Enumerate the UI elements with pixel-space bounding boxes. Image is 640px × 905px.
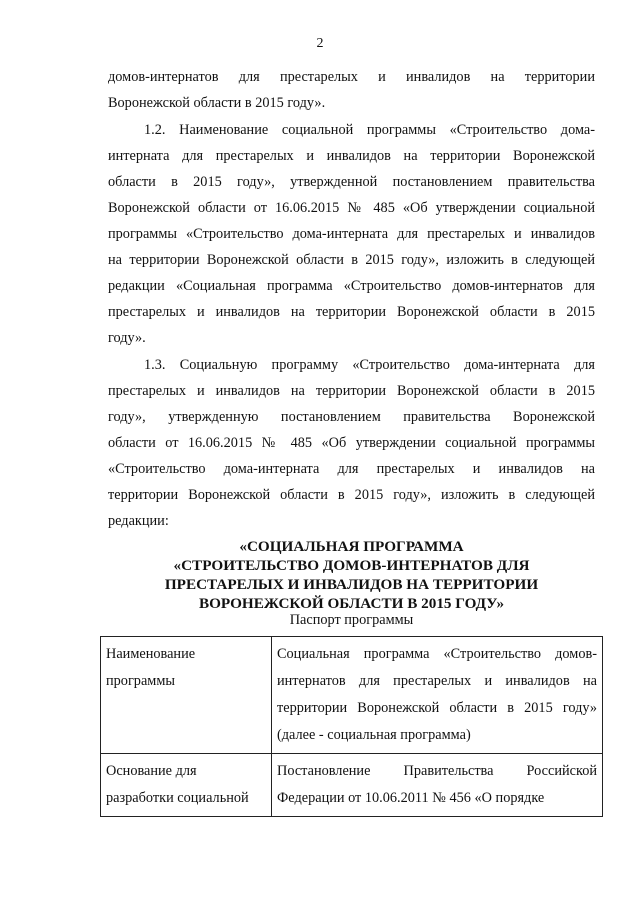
paragraph-line: области в 2015 году», утвержденной постановлением правительства xyxy=(108,174,595,190)
table-cell-value xyxy=(272,754,603,817)
paragraph-line: Воронежской области от 16.06.2015 № 485 «Об утверждении социальной xyxy=(108,200,595,216)
paragraph-line: территории Воронежской области в 2015 году», изложить в следующей xyxy=(108,487,595,503)
paragraph-1 xyxy=(108,64,595,116)
paragraph-line: программы «Строительство дома-интерната для престарелых и инвалидов xyxy=(108,226,595,242)
cell-line: разработки социальной xyxy=(106,790,249,806)
paragraph-line: редакции «Социальная программа «Строительство домов-интернатов для xyxy=(108,278,595,294)
cell-line: Наименование xyxy=(106,646,196,662)
cell-line: Федерации от 10.06.2011 № 456 «О порядке xyxy=(277,790,545,806)
table-cell-label xyxy=(101,637,272,754)
passport-table xyxy=(100,636,603,817)
paragraph-1-3 xyxy=(108,352,595,534)
cell-line: территории Воронежской области в 2015 году» xyxy=(277,700,597,716)
paragraph-line: интерната для престарелых и инвалидов на территории Воронежской xyxy=(108,148,595,164)
cell-line: программы xyxy=(106,673,176,689)
page-number: 2 xyxy=(316,36,324,51)
passport-subtitle: Паспорт программы xyxy=(289,612,414,628)
word: для xyxy=(238,69,260,85)
word: и xyxy=(378,69,386,85)
paragraph-line: престарелых и инвалидов на территории Воронежской области в 2015 xyxy=(108,304,595,320)
cell-line: (далее - социальная программа) xyxy=(277,727,471,743)
table-cell-value xyxy=(272,637,603,754)
title-line: ВОРОНЕЖСКОЙ ОБЛАСТИ В 2015 ГОДУ» xyxy=(198,595,505,612)
word: территории xyxy=(524,69,595,85)
paragraph-line: году». xyxy=(108,330,146,346)
table-cell-label xyxy=(101,754,272,817)
title-line: «СТРОИТЕЛЬСТВО ДОМОВ-ИНТЕРНАТОВ ДЛЯ xyxy=(173,557,530,574)
paragraph-line: году», утвержденную постановлением правительства Воронежской xyxy=(108,409,595,425)
cell-line: Постановление Правительства Российской xyxy=(277,763,597,779)
paragraph-1-2 xyxy=(108,117,595,351)
paragraph-line: престарелых и инвалидов на территории Воронежской области в 2015 xyxy=(108,383,595,399)
paragraph-1-line-1 xyxy=(108,64,595,90)
word: престарелых xyxy=(279,69,358,85)
cell-line: Социальная программа «Строительство домов- xyxy=(277,646,597,662)
title-line: ПРЕСТАРЕЛЫХ И ИНВАЛИДОВ НА ТЕРРИТОРИИ xyxy=(164,576,539,593)
paragraph-1-line-2: Воронежской области в 2015 году». xyxy=(108,95,326,111)
paragraph-line: «Строительство дома-интерната для престарелых и инвалидов на xyxy=(108,461,595,477)
cell-line: интернатов для престарелых и инвалидов на xyxy=(277,673,597,689)
paragraph-line: 1.3. Социальную программу «Строительство дома-интерната для xyxy=(144,357,595,373)
word: домов-интернатов xyxy=(108,69,219,85)
program-title xyxy=(108,537,595,613)
paragraph-line: 1.2. Наименование социальной программы «Строительство дома- xyxy=(144,122,595,138)
table-row xyxy=(101,754,603,817)
table-row xyxy=(101,637,603,754)
word: инвалидов xyxy=(406,69,471,85)
title-line: «СОЦИАЛЬНАЯ ПРОГРАММА xyxy=(239,538,464,555)
paragraph-line: области от 16.06.2015 № 485 «Об утверждении социальной программы xyxy=(108,435,595,451)
paragraph-line: на территории Воронежской области в 2015 году», изложить в следующей xyxy=(108,252,595,268)
word: на xyxy=(490,69,505,85)
cell-line: Основание для xyxy=(106,763,197,779)
paragraph-line: редакции: xyxy=(108,513,169,529)
